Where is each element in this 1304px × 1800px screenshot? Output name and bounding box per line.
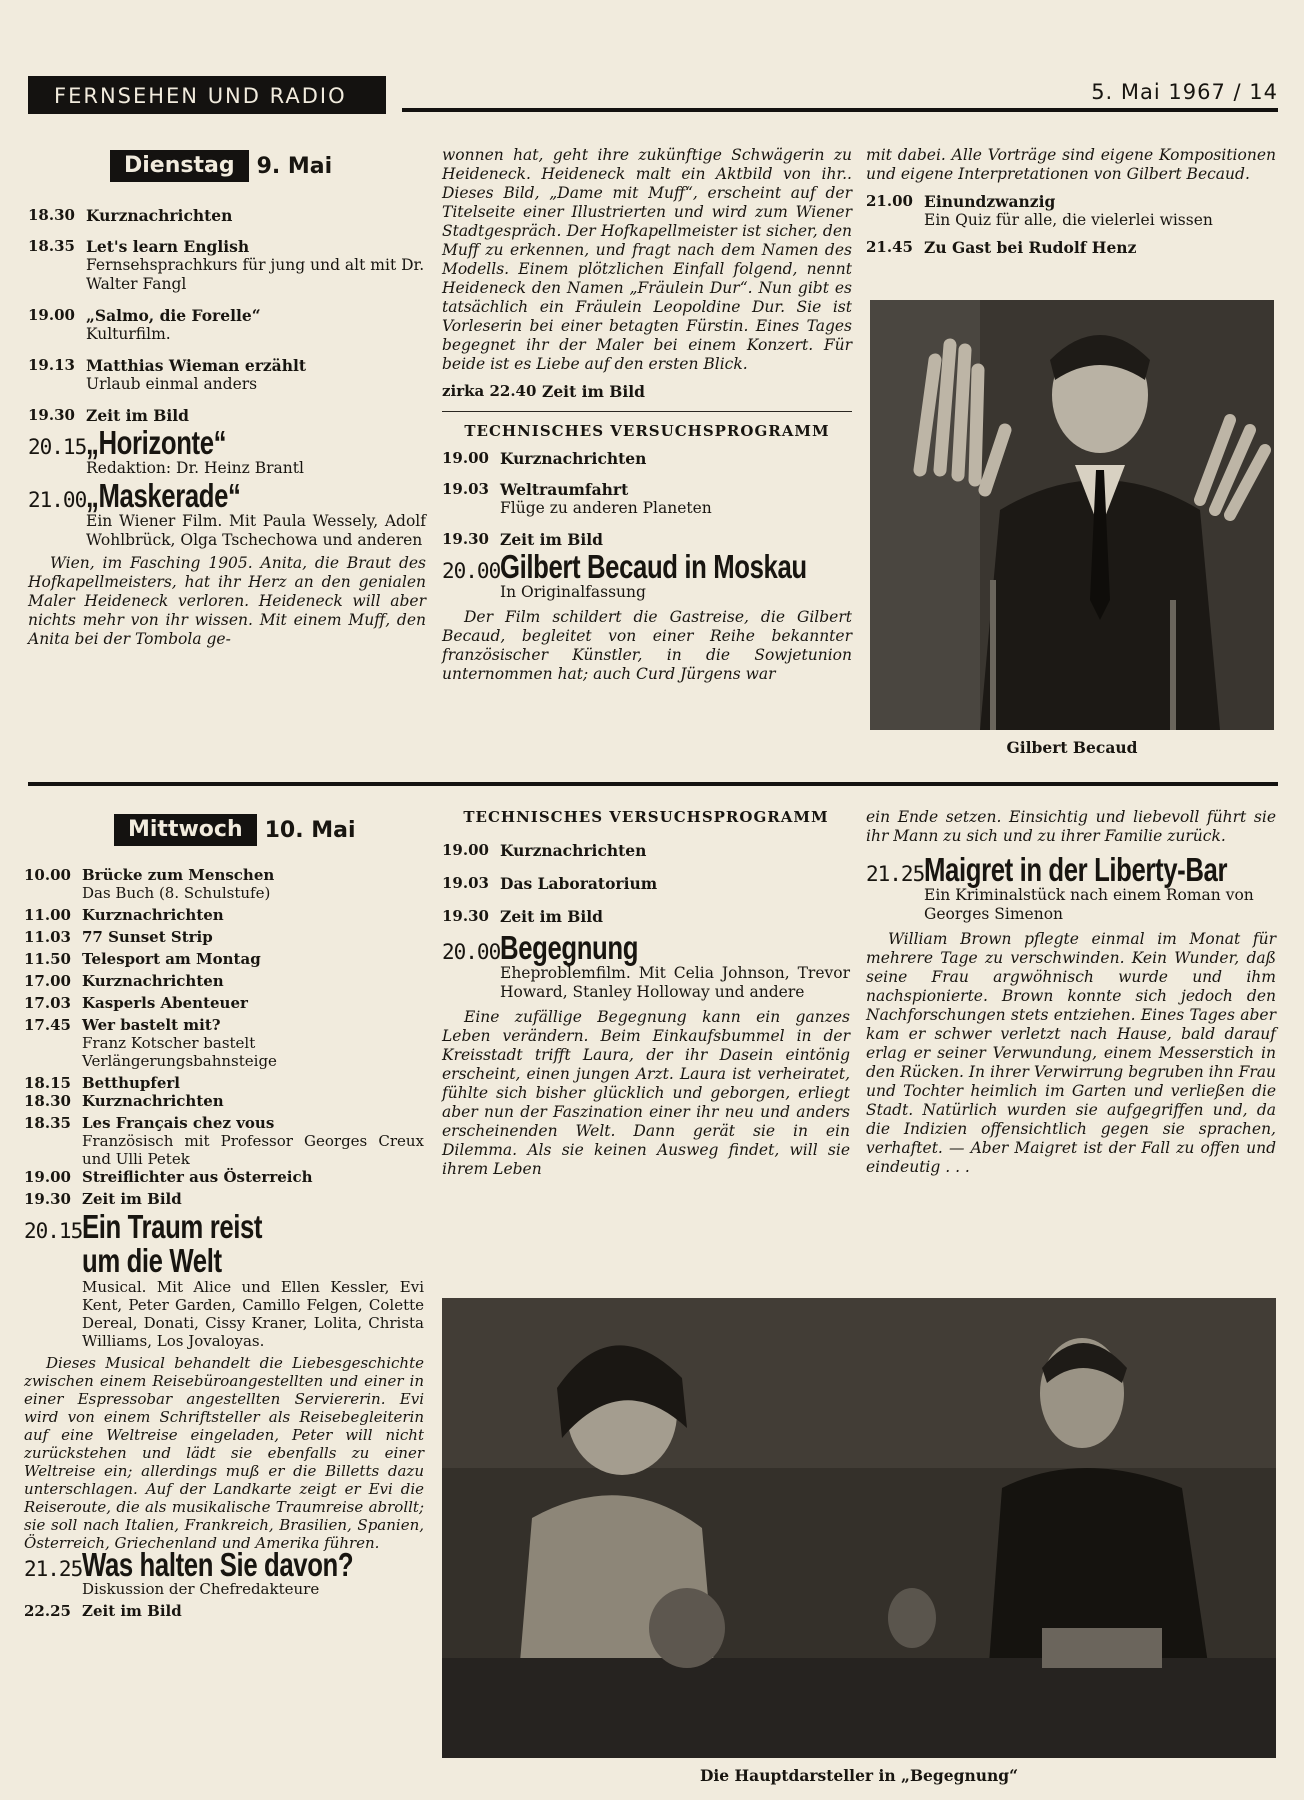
date-page: 5. Mai 1967 / 14 bbox=[1091, 80, 1278, 104]
program-item: 19.00 Kurznachrichten bbox=[442, 449, 647, 468]
header-rule bbox=[402, 108, 1278, 112]
program-item: 11.50 Telesport am Montag bbox=[24, 950, 261, 968]
description: Dieses Musical behandelt die Liebesgeschichte zwischen einem Reisebüroangestellten und einer in einer Espressobar angestellten Serviererin. Evi wird von einem Schriftsteller als Reisebegleiterin auf eine Weltreise eingeladen, Peter will nicht zurückstehen und lädt sie ebenfalls zu einer Weltreise ein; allerdings muß er die Billetts dazu unterschlagen. Auf der Landkarte zeigt er Evi die Reiseroute, die als musikalische Traumreise abrollt; sie soll nach Italien, Frankreich, Brasilien, Spanien, Österreich, Griechenland und Amerika führen. bbox=[24, 1354, 424, 1552]
day-label: Mittwoch bbox=[114, 814, 257, 846]
program-item: 19.00 Streiflichter aus Österreich bbox=[24, 1168, 313, 1186]
program-item: 21.00 Einundzwanzig Ein Quiz für alle, die vielerlei wissen bbox=[866, 192, 1213, 229]
tech-heading: TECHNISCHES VERSUCHSPROGRAMM bbox=[463, 808, 829, 826]
program-item: 19.03 Das Laboratorium bbox=[442, 874, 658, 893]
program-item: 10.00 Brücke zum Menschen Das Buch (8. Schulstufe) bbox=[24, 866, 275, 902]
program-item: 19.13 Matthias Wieman erzählt Urlaub einmal anders bbox=[28, 356, 307, 393]
highlight-sub: Redaktion: Dr. Heinz Brantl bbox=[86, 459, 304, 477]
program-item: 11.00 Kurznachrichten bbox=[24, 906, 224, 924]
day-header-tuesday bbox=[110, 150, 332, 182]
program-item: 18.15 Betthupferl bbox=[24, 1074, 180, 1092]
day-date: 10. Mai bbox=[264, 817, 356, 843]
description: Der Film schildert die Gastreise, die Gilbert Becaud, begleitet von einer Reihe bekannter französischer Künstler, in die Sowjetunion unternommen hat; auch Curd Jürgens war bbox=[442, 608, 852, 683]
highlight-begegnung: 20.00 Begegnung bbox=[442, 929, 639, 966]
program-item: 11.03 77 Sunset Strip bbox=[24, 928, 213, 946]
highlight-sub: Musical. Mit Alice und Ellen Kessler, Evi Kent, Peter Garden, Camillo Felgen, Colette Dereal, Donati, Cissy Kraner, Lolita, Christa Williams, Los Jovaloyas. bbox=[82, 1278, 424, 1350]
description: William Brown pflegte einmal im Monat für mehrere Tage zu verschwinden. Kein Wunder, daß seine Frau argwöhnisch wurde und ihm nachspionierte. Brown konnte sich jedoch den Nachforschungen stets entziehen. Eines Tages aber kam er schwer verletzt nach Hause, bald darauf erlag er seiner Verwundung, einem Messerstich in den Rücken. In ihrer Verwirrung begruben ihn Frau und Tochter heimlich im Garten und verließen die Stadt. Natürlich wurden sie aufgegriffen und, da die Indizien offensichtlich gegen sie sprachen, verhaftet. — Aber Maigret ist der Fall zu offen und eindeutig . . . bbox=[866, 930, 1276, 1176]
description: mit dabei. Alle Vorträge sind eigene Kompositionen und eigene Interpretationen von Gilbert Becaud. bbox=[866, 146, 1276, 183]
wednesday-col-2 bbox=[442, 808, 850, 1179]
photo-illustration bbox=[870, 300, 1274, 730]
highlight-maskerade: 21.00 „Maskerade“ bbox=[28, 477, 241, 514]
program-item: 19.03 Weltraumfahrt Flüge zu anderen Planeten bbox=[442, 480, 712, 517]
highlight-sub: Diskussion der Chefredakteure bbox=[82, 1580, 320, 1598]
divider bbox=[442, 411, 852, 412]
program-item: 19.30 Zeit im Bild bbox=[442, 907, 604, 926]
description: Eine zufällige Begegnung kann ein ganzes Leben verändern. Beim Einkaufsbummel in der Kreisstadt trifft Laura, der ihr Dasein eintönig erscheint, einen jungen Arzt. Laura ist verheiratet, fühlte sich bisher glücklich und geborgen, erliegt aber nun der Faszination einer ihr neu und anders erscheinenden Welt. Dann gerät sie in ein Dilemma. Als sie keinen Ausweg findet, will sie ihrem Leben bbox=[442, 1008, 850, 1178]
tuesday-col-1 bbox=[28, 206, 426, 649]
program-item: 19.00 „Salmo, die Forelle“ Kulturfilm. bbox=[28, 306, 261, 343]
wednesday-col-1 bbox=[24, 866, 424, 1626]
tech-heading: TECHNISCHES VERSUCHSPROGRAMM bbox=[464, 422, 830, 440]
highlight-was-halten: 21.25 Was halten Sie davon? bbox=[24, 1546, 354, 1583]
description: Wien, im Fasching 1905. Anita, die Braut des Hofkapellmeisters, hat ihr Herz an den genialen Maler Heideneck verloren. Heideneck will aber nichts mehr von ihr wissen. Mit einem Muff, den Anita bei der Tombola ge- bbox=[28, 554, 426, 648]
highlight-sub: Eheproblemfilm. Mit Celia Johnson, Trevor Howard, Stanley Holloway und andere bbox=[500, 964, 850, 1001]
section-header: FERNSEHEN UND RADIO bbox=[28, 76, 386, 114]
tuesday-col-3 bbox=[866, 146, 1276, 263]
description: ein Ende setzen. Einsichtig und liebevoll führt sie ihr Mann zu sich und zu ihrer Familie zurück. bbox=[866, 808, 1276, 845]
highlight-becaud: 20.00 Gilbert Becaud in Moskau bbox=[442, 548, 807, 585]
program-item: 18.35 Les Français chez vous Französisch mit Professor Georges Creux und Ulli Petek bbox=[24, 1114, 424, 1168]
program-item: 18.30 Kurznachrichten bbox=[28, 206, 233, 225]
program-item: 19.00 Kurznachrichten bbox=[442, 841, 647, 860]
program-item: 19.30 Zeit im Bild bbox=[24, 1190, 182, 1208]
highlight-traum: 20.15 Ein Traum reist um die Welt bbox=[24, 1208, 263, 1279]
description: wonnen hat, geht ihre zukünftige Schwägerin zu Heideneck. Heideneck malt ein Aktbild von ihr.. Dieses Bild, „Dame mit Muff“, erscheint auf der Titelseite einer Illustrierten und wird zum Wiener Stadtgespräch. Der Hofkapellmeister ist sicher, den Muff zu erkennen, und fragt nach dem Namen des Modells. Einem plötzlichen Einfall folgend, nennt Heideneck den Namen „Fräulein Dur“. Nun gibt es tatsächlich ein Fräulein Leopoldine Dur. Sie ist Vorleserin bei einer betagten Fürstin. Eines Tages begegnet ihr der Maler bei einem Konzert. Für beide ist es Liebe auf den ersten Blick. bbox=[442, 146, 852, 373]
program-item: 22.25 Zeit im Bild bbox=[24, 1602, 182, 1620]
photo-illustration bbox=[442, 1298, 1276, 1758]
photo-caption: Gilbert Becaud bbox=[1006, 738, 1138, 757]
highlight-horizonte: 20.15 „Horizonte“ bbox=[28, 424, 227, 461]
tuesday-col-2 bbox=[442, 146, 852, 684]
program-item: 17.00 Kurznachrichten bbox=[24, 972, 224, 990]
program-item: 21.45 Zu Gast bei Rudolf Henz bbox=[866, 238, 1137, 257]
day-date: 9. Mai bbox=[256, 153, 333, 179]
program-item: 17.03 Kasperls Abenteuer bbox=[24, 994, 248, 1012]
section-rule bbox=[28, 782, 1278, 786]
highlight-maigret: 21.25 Maigret in der Liberty-Bar bbox=[866, 851, 1228, 888]
program-item: zirka 22.40 Zeit im Bild bbox=[442, 382, 646, 401]
highlight-sub: Ein Kriminalstück nach einem Roman von Georges Simenon bbox=[924, 886, 1254, 923]
program-item: 18.35 Let's learn English Fernsehsprachkurs für jung und alt mit Dr. Walter Fangl bbox=[28, 237, 425, 293]
highlight-sub: Ein Wiener Film. Mit Paula Wessely, Adolf Wohlbrück, Olga Tschechowa und anderen bbox=[86, 512, 426, 549]
wednesday-col-3 bbox=[866, 808, 1276, 1177]
program-item: 19.30 Zeit im Bild bbox=[28, 406, 190, 425]
program-item: 17.45 Wer bastelt mit? Franz Kotscher bastelt Verlängerungsbahnsteige bbox=[24, 1016, 277, 1070]
highlight-sub: In Originalfassung bbox=[500, 583, 646, 601]
day-label: Dienstag bbox=[110, 150, 249, 182]
program-item: 18.30 Kurznachrichten bbox=[24, 1092, 224, 1110]
photo-gilbert-becaud bbox=[870, 300, 1274, 730]
program-item: 19.30 Zeit im Bild bbox=[442, 530, 604, 549]
day-header-wednesday bbox=[114, 814, 356, 846]
photo-caption: Die Hauptdarsteller in „Begegnung“ bbox=[699, 1766, 1019, 1785]
photo-begegnung bbox=[442, 1298, 1276, 1758]
